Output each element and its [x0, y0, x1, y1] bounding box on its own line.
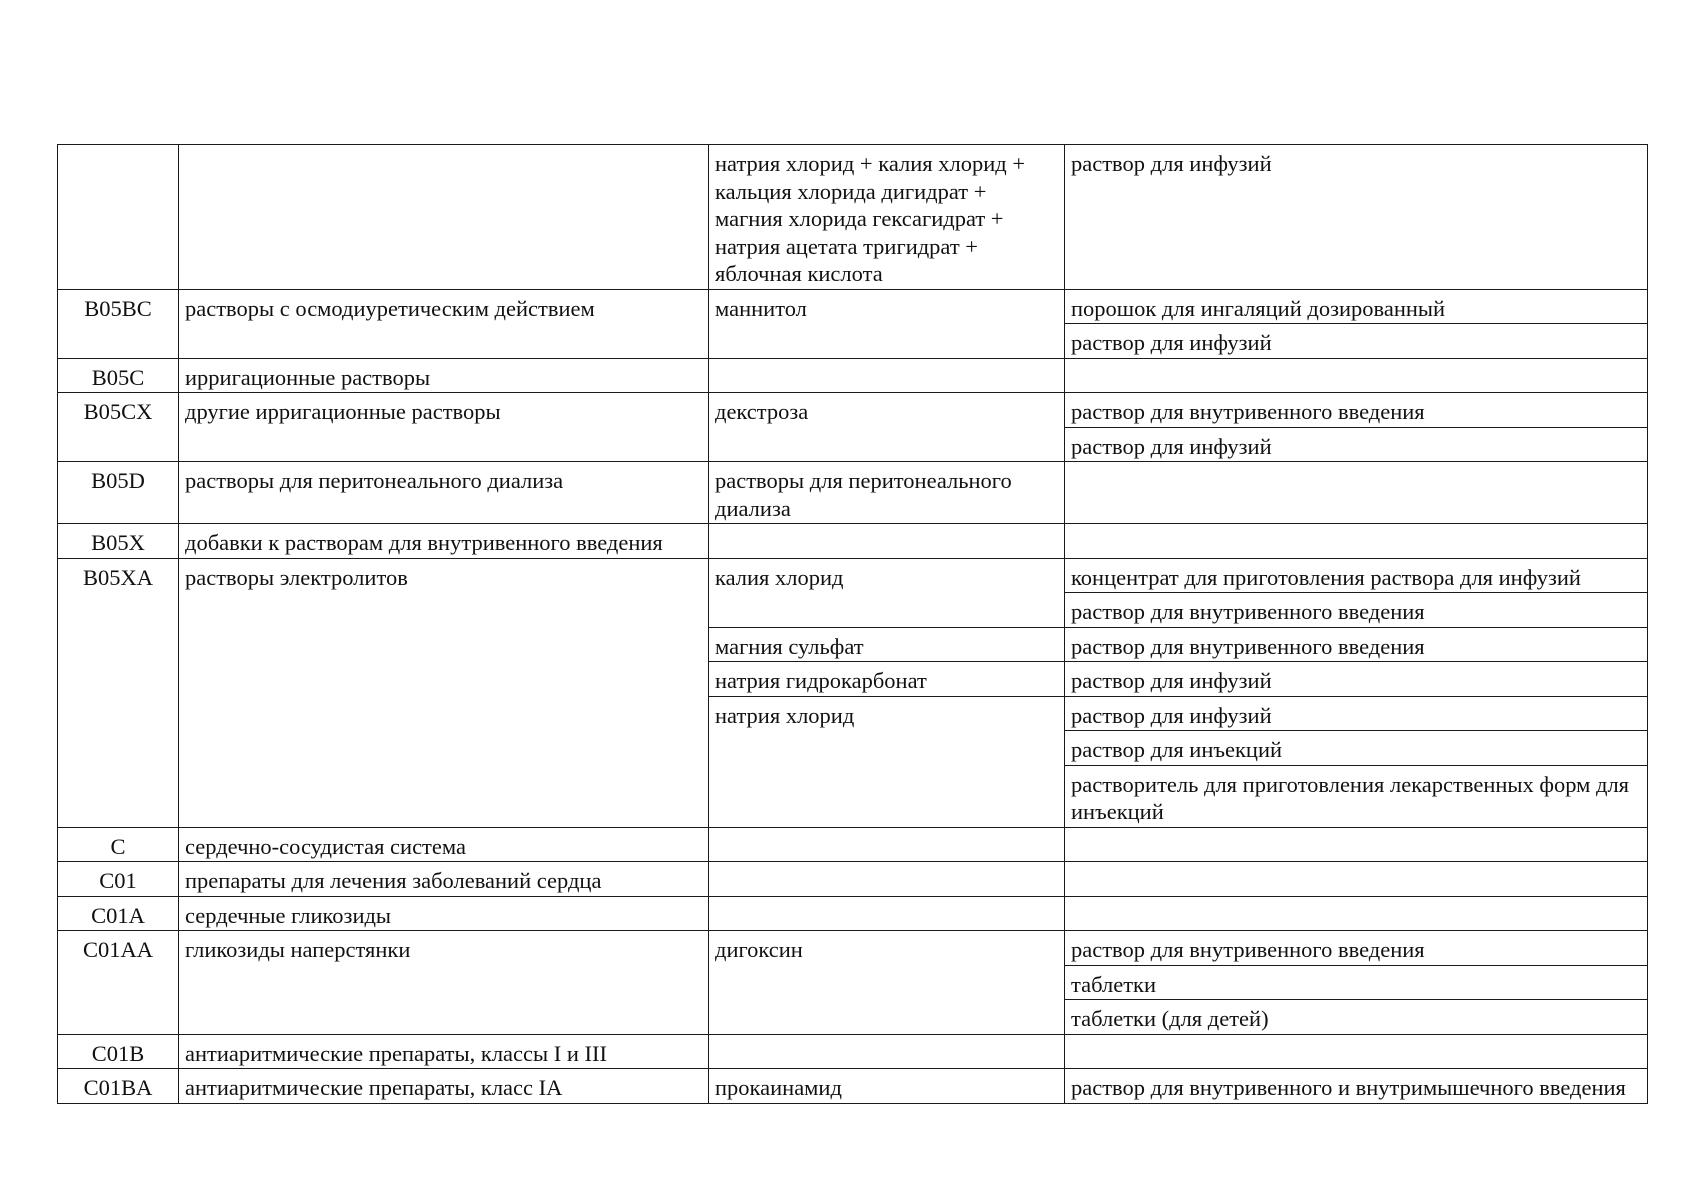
atc-code-cell: B05CX — [58, 393, 179, 462]
table-row — [58, 1034, 1648, 1069]
table-cell: раствор для инфузий — [1065, 145, 1648, 290]
table-cell: раствор для инфузий — [1065, 696, 1648, 731]
table-row — [58, 862, 1648, 897]
table-cell: препараты для лечения заболеваний сердца — [179, 862, 709, 897]
table-cell: раствор для внутривенного и внутримышечного введения — [1065, 1069, 1648, 1104]
table-cell: гликозиды наперстянки — [179, 931, 709, 1035]
table-cell — [1065, 862, 1648, 897]
atc-code-cell: B05C — [58, 358, 179, 393]
table-cell: сердечные гликозиды — [179, 896, 709, 931]
table-cell: таблетки (для детей) — [1065, 1000, 1648, 1035]
table-cell: антиаритмические препараты, классы I и III — [179, 1034, 709, 1069]
table-cell: натрия хлорид + калия хлорид + кальция хлорида дигидрат + магния хлорида гексагидрат + натрия ацетата тригидрат + яблочная кислота — [709, 145, 1065, 290]
table-cell — [709, 358, 1065, 393]
table-row — [58, 145, 1648, 290]
table-cell: натрия гидрокарбонат — [709, 662, 1065, 697]
table-cell: раствор для инъекций — [1065, 731, 1648, 766]
table-cell: добавки к растворам для внутривенного введения — [179, 524, 709, 559]
atc-code-cell — [58, 145, 179, 290]
table-row — [58, 931, 1648, 966]
table-cell: порошок для ингаляций дозированный — [1065, 289, 1648, 324]
atc-code-cell: B05D — [58, 462, 179, 524]
atc-code-cell: C — [58, 827, 179, 862]
table-cell: растворы для перитонеального диализа — [709, 462, 1065, 524]
atc-code-cell: C01A — [58, 896, 179, 931]
table-row — [58, 524, 1648, 559]
table-cell: растворы с осмодиуретическим действием — [179, 289, 709, 358]
table-cell — [179, 145, 709, 290]
table-cell: растворы для перитонеального диализа — [179, 462, 709, 524]
table-row — [58, 896, 1648, 931]
table-cell: таблетки — [1065, 965, 1648, 1000]
table-cell: магния сульфат — [709, 627, 1065, 662]
table-cell: раствор для инфузий — [1065, 662, 1648, 697]
atc-code-cell: C01BA — [58, 1069, 179, 1104]
table-cell: концентрат для приготовления раствора для инфузий — [1065, 558, 1648, 593]
table-cell: натрия хлорид — [709, 696, 1065, 827]
table-cell — [709, 524, 1065, 559]
atc-code-cell: B05XA — [58, 558, 179, 827]
atc-code-cell: B05X — [58, 524, 179, 559]
table-cell: другие ирригационные растворы — [179, 393, 709, 462]
table-cell: растворы электролитов — [179, 558, 709, 827]
atc-code-cell: C01B — [58, 1034, 179, 1069]
table-cell — [1065, 358, 1648, 393]
table-row — [58, 393, 1648, 428]
table-row — [58, 289, 1648, 324]
table-row — [58, 358, 1648, 393]
table-cell — [1065, 827, 1648, 862]
table-cell: ирригационные растворы — [179, 358, 709, 393]
table-cell — [709, 1034, 1065, 1069]
table-cell: дигоксин — [709, 931, 1065, 1035]
table-cell: раствор для внутривенного введения — [1065, 931, 1648, 966]
table-row — [58, 827, 1648, 862]
drug-list-table-body — [58, 145, 1648, 1104]
table-cell — [1065, 896, 1648, 931]
table-cell — [709, 862, 1065, 897]
table-row — [58, 462, 1648, 524]
table-cell: раствор для внутривенного введения — [1065, 593, 1648, 628]
table-cell — [709, 896, 1065, 931]
table-cell: прокаинамид — [709, 1069, 1065, 1104]
table-cell: раствор для внутривенного введения — [1065, 393, 1648, 428]
table-row — [58, 1069, 1648, 1104]
atc-code-cell: C01 — [58, 862, 179, 897]
table-cell: раствор для инфузий — [1065, 427, 1648, 462]
table-cell: раствор для инфузий — [1065, 324, 1648, 359]
table-cell — [1065, 462, 1648, 524]
drug-list-table — [57, 144, 1648, 1104]
table-cell: раствор для внутривенного введения — [1065, 627, 1648, 662]
table-cell: растворитель для приготовления лекарственных форм для инъекций — [1065, 765, 1648, 827]
table-cell: декстроза — [709, 393, 1065, 462]
table-cell: антиаритмические препараты, класс IA — [179, 1069, 709, 1104]
table-row — [58, 558, 1648, 593]
table-cell — [1065, 524, 1648, 559]
table-cell: сердечно-сосудистая система — [179, 827, 709, 862]
table-cell — [709, 827, 1065, 862]
atc-code-cell: C01AA — [58, 931, 179, 1035]
table-cell: калия хлорид — [709, 558, 1065, 627]
atc-code-cell: B05BC — [58, 289, 179, 358]
table-cell — [1065, 1034, 1648, 1069]
table-cell: маннитол — [709, 289, 1065, 358]
